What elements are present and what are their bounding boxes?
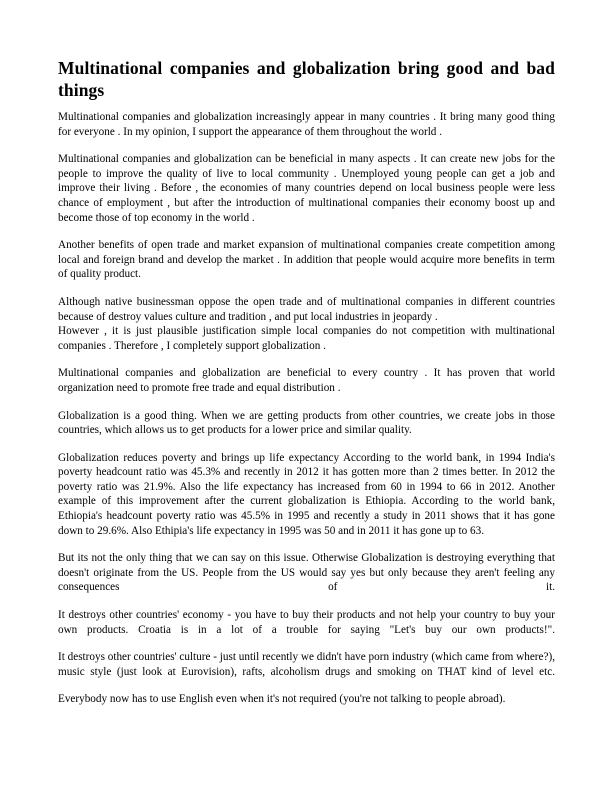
paragraph-benefits-jobs: Multinational companies and globalization can be beneficial in many aspects . It can create new jobs for the people to improve the quality of live to local community . Unemployed young people can get a job and improve their living . Before , the economies of many countries depend on local business people were less chance of employment , but after the introduction of multinational companies their economy boost up and become those of top economy in the world .	[58, 153, 555, 224]
document-title: Multinational companies and globalization bring good and bad things	[58, 58, 555, 100]
paragraph-competition: Another benefits of open trade and market expansion of multinational companies create competition among local and foreign brand and develop the market . In addition that people would acquire more benefits in term of quality product.	[58, 239, 555, 281]
paragraph-economy: It destroys other countries' economy - you have to buy their products and not help your country to buy your own products. Croatia is in a lot of a trouble for saying "Let's buy our own products!".	[58, 609, 555, 636]
paragraph-intro: Multinational companies and globalization increasingly appear in many countries . It bring many good thing for everyone . In my opinion, I support the appearance of them throughout the world .	[58, 111, 555, 138]
paragraph-culture: It destroys other countries' culture - just until recently we didn't have porn industry (which came from where?), music style (just look at Eurovision), rafts, alcoholism drugs and smoking on THAT kind of level etc.	[58, 651, 555, 678]
paragraph-poverty-statistics: Globalization reduces poverty and brings up life expectancy According to the world bank, in 1994 India's poverty headcount ratio was 45.3% and recently in 2012 it has gotten more than 2 times better. In 2012 the poverty ratio was 21.9%. Also the life expectancy has increased from 60 in 1994 to 66 in 2012. Another example of this improvement after the current globalization is Ethiopia. According to the world bank, Ethiopia's headcount poverty ratio was 45.5% in 1995 and recently a study in 2011 shows that it has gone down to 29.6%. Also Ethipia's life expectancy in 1995 was 50 and in 2011 it has gone up to 63.	[58, 451, 555, 537]
document-body	[58, 57, 555, 720]
paragraph-conclusion: Multinational companies and globalization are beneficial to every country . It has proven that world organization need to promote free trade and equal distribution .	[58, 367, 555, 394]
paragraph-opposition: Although native businessman oppose the open trade and of multinational companies in different countries because of destroy values culture and tradition , and put local industries in jeopardy .	[58, 295, 555, 323]
paragraph-globalization-good: Globalization is a good thing. When we are getting products from other countries, we create jobs in those countries, which allows us to get products for a lower price and similar quality.	[58, 409, 555, 437]
paragraph-counterpoint: But its not the only thing that we can say on this issue. Otherwise Globalization is destroying everything that doesn't originate from the US. People from the US would say yes but only because they aren't feeling any consequences of it.	[58, 552, 555, 594]
paragraph-rebuttal: However , it is just plausible justification simple local companies do not competition with multinational companies . Therefore , I completely support globalization .	[58, 325, 555, 352]
paragraph-english: Everybody now has to use English even when it's not required (you're not talking to people abroad).	[58, 693, 506, 706]
